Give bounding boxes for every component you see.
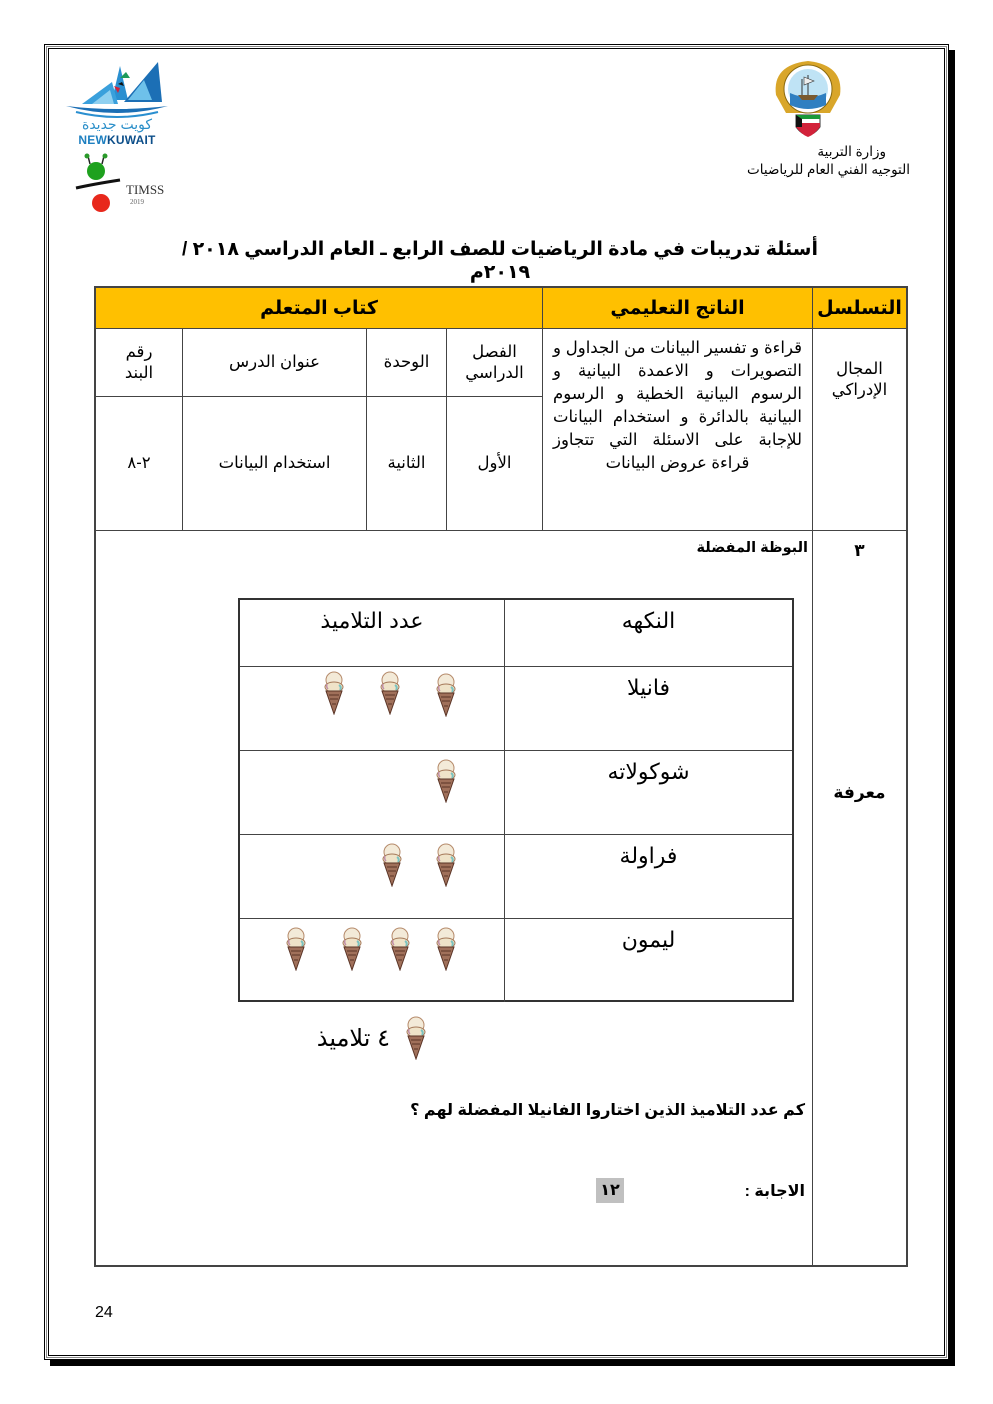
kuwait-emblem-icon xyxy=(768,55,848,147)
ice-cream-cone-icon xyxy=(322,671,346,715)
kuwait-emblem xyxy=(768,55,848,147)
ice-cream-cone-icon xyxy=(434,759,458,803)
answer-value: ١٢ xyxy=(596,1178,624,1203)
flavor-column-header: النكهه xyxy=(504,600,792,666)
subheader-item-number: رقم البند xyxy=(96,329,182,397)
ministry-name: وزارة التربية xyxy=(817,144,886,159)
timss-figure-icon xyxy=(74,152,124,220)
subheader-semester: الفصل الدراسي xyxy=(446,329,542,397)
ice-cream-cone-icon xyxy=(434,843,458,887)
timss-logo xyxy=(74,152,174,220)
timss-year: 2019 xyxy=(130,198,144,206)
new-kuwait-english: NEWKUWAIT xyxy=(78,133,156,147)
page-title: أسئلة تدريبات في مادة الرياضيات للصف الرابع ـ العام الدراسي ٢٠١٨ / ٢٠١٩م xyxy=(182,239,818,283)
ice-cream-cone-icon xyxy=(284,927,308,971)
pictograph-row xyxy=(240,666,792,750)
sequence-number: ٣ xyxy=(854,541,865,560)
pictograph-row xyxy=(240,750,792,834)
flavor-label: شوكولاته xyxy=(504,751,792,834)
new-kuwait-arabic: كويت جديدة xyxy=(81,116,152,132)
new-kuwait-logo xyxy=(62,60,172,150)
cognitive-domain-cell xyxy=(812,329,906,531)
lesson-title-value: استخدام البيانات xyxy=(182,397,366,531)
header-learning-outcome: الناتج التعليمي xyxy=(542,288,812,329)
question-sequence-cell xyxy=(812,531,906,1265)
subheader-lesson-title: عنوان الدرس xyxy=(182,329,366,397)
dhow-sail-icon xyxy=(62,60,172,118)
flavor-label: فراولة xyxy=(504,835,792,918)
flavor-label: ليمون xyxy=(504,919,792,1002)
cognitive-level: معرفة xyxy=(833,783,886,802)
icon-count-cell xyxy=(240,835,504,918)
item-number-value: ٢-٨ xyxy=(96,397,182,531)
icon-count-cell xyxy=(240,919,504,1002)
ministry-block xyxy=(700,143,910,179)
semester-value: الأول xyxy=(446,397,542,531)
flavor-label: فانيلا xyxy=(504,667,792,750)
cognitive-domain-label: المجال الإدراكي xyxy=(831,360,888,399)
ice-cream-cone-icon xyxy=(378,671,402,715)
students-column-header: عدد التلاميذ xyxy=(320,608,424,633)
pictograph-header-row xyxy=(240,600,792,666)
answer-label: الاجابة : xyxy=(744,1183,805,1200)
ice-cream-cone-icon xyxy=(388,927,412,971)
page-number: 24 xyxy=(95,1304,113,1321)
ice-cream-cone-icon xyxy=(380,843,404,887)
subheader-unit: الوحدة xyxy=(366,329,446,397)
ice-cream-cone-icon xyxy=(340,927,364,971)
key-label: ٤ تلاميذ xyxy=(316,1025,390,1052)
header-sequence: التسلسل xyxy=(812,288,906,329)
ice-cream-cone-icon xyxy=(404,1016,428,1060)
question-text: كم عدد التلاميذ الذين اختاروا الفانيلا المفضلة لهم ؟ xyxy=(410,1102,805,1119)
pictograph-key xyxy=(290,1014,440,1060)
learning-outcome-cell xyxy=(542,329,812,531)
learning-outcome-text: قراءة و تفسير البيانات من الجداول و التصويرات و الاعمدة البيانية و الرسوم البيانية الخطية و الرسوم البيانية بالدائرة و استخدام البيانات للإجابة على الاسئلة التي تتجاوز قراءة عروض البيانات xyxy=(553,339,802,472)
ice-cream-cone-icon xyxy=(434,673,458,717)
department-name: التوجيه الفني العام للرياضيات xyxy=(747,162,910,177)
unit-value: الثانية xyxy=(366,397,446,531)
header-learner-book: كتاب المتعلم xyxy=(96,288,542,329)
ice-cream-cone-icon xyxy=(434,927,458,971)
icon-count-cell xyxy=(240,667,504,750)
pictograph-table xyxy=(238,598,794,1002)
pictograph-row xyxy=(240,918,792,1002)
icon-count-cell xyxy=(240,751,504,834)
pictograph-row xyxy=(240,834,792,918)
timss-name: TIMSS xyxy=(126,182,165,197)
question-title: البوظة المفضلة xyxy=(696,540,808,556)
